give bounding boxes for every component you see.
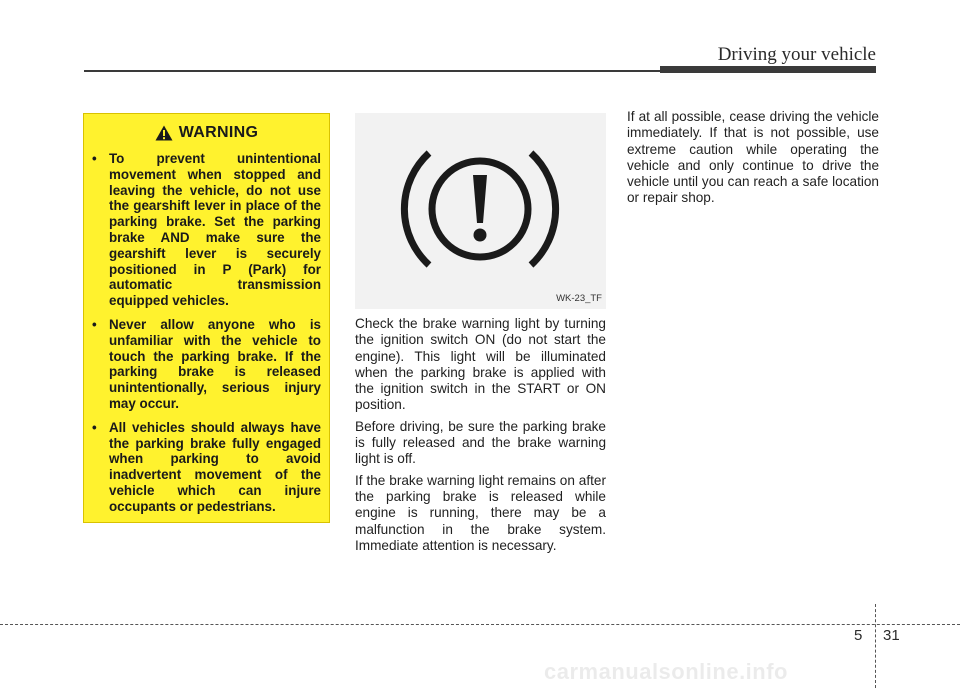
warning-item-text: Never allow anyone who is unfamiliar with the vehicle to touch the parking brake. If the parking brake is released unintentionally, serious injury may occur. [109, 316, 321, 411]
middle-column [355, 316, 606, 559]
header-rule-thick [660, 66, 876, 73]
section-title: Driving your vehicle [717, 44, 876, 65]
bullet: • [92, 151, 97, 166]
bullet: • [92, 419, 97, 435]
warning-item-text: All vehicles should always have the parking brake fully engaged when parking to avoid inadvertent movement of the vehicle which can injure occupants or pedestrians. [109, 419, 321, 514]
warning-list [92, 151, 321, 515]
warning-item [92, 317, 321, 412]
warning-title: WARNING [178, 124, 259, 141]
figure-code: WK-23_TF [556, 293, 602, 304]
warning-triangle-icon [155, 125, 173, 141]
watermark: carmanualsonline.info [544, 659, 788, 684]
header-rule-thin [84, 70, 664, 72]
footer-rule [0, 624, 960, 625]
page-separator [875, 604, 876, 688]
warning-header [92, 124, 321, 142]
warning-item [92, 151, 321, 309]
body-paragraph: Before driving, be sure the parking brake is fully released and the brake warning light is off. [355, 418, 606, 467]
right-column [627, 109, 879, 212]
bullet: • [92, 316, 97, 332]
warning-item-text: To prevent unintentional movement when stopped and leaving the vehicle, do not use the gearshift lever in place of the parking brake. Set the parking brake AND make sure the gearshift lever is securely positioned in P (Park) for automatic transmission equipped vehicles. [109, 151, 321, 309]
body-paragraph: If the brake warning light remains on after the parking brake is released while engine is running, there may be a malfunction in the brake system. Immediate attention is necessary. [355, 472, 606, 553]
warning-item [92, 420, 321, 515]
brake-warning-icon [355, 113, 606, 309]
body-paragraph: Check the brake warning light by turning the ignition switch ON (do not start the engine). This light will be illuminated when the parking brake is applied with the ignition switch in the START or ON position. [355, 316, 606, 413]
page-number: 31 [883, 627, 900, 644]
body-paragraph: If at all possible, cease driving the vehicle immediately. If that is not possible, use extreme caution while operating the vehicle and only continue to drive the vehicle until you can reach a safe location or repair shop. [627, 109, 879, 206]
page-chapter: 5 [854, 627, 863, 644]
brake-warning-figure [355, 113, 606, 309]
warning-box [83, 113, 330, 523]
